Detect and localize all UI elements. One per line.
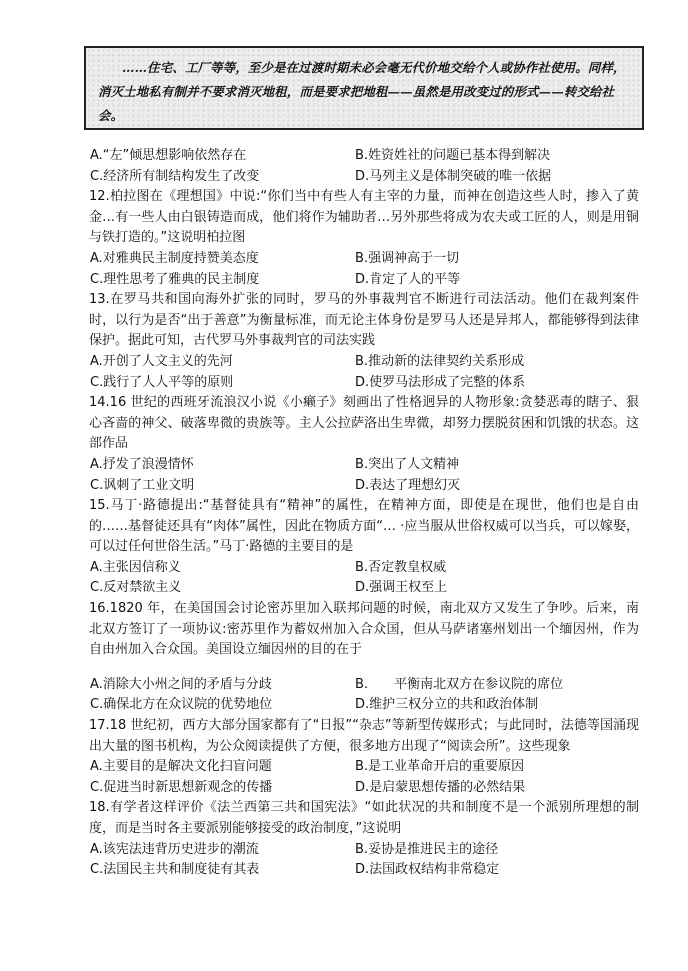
option-c: C.促进当时新思想新观念的传播 xyxy=(90,779,273,795)
question-16 xyxy=(89,599,639,716)
question-12 xyxy=(89,187,639,290)
option-a: A.对雅典民主制度持赞美态度 xyxy=(90,250,259,266)
option-d: D.维护三权分立的共和政治体制 xyxy=(355,697,539,713)
question-17 xyxy=(89,716,639,798)
option-b: B.妥协是推进民主的途径 xyxy=(355,841,499,857)
option-b: B. 平衡南北双方在参议院的席位 xyxy=(355,676,564,692)
question-15 xyxy=(89,496,639,599)
question-stem: 17.18 世纪初，西方大部分国家都有了“日报”“杂志”等新型传媒形式；与此同时，法德等国涌现出大量的图书机构，为公众阅读提供了方便，很多地方出现了“阅读会所”。这些现象 xyxy=(89,718,639,754)
question-stem: 16.1820 年，在美国国会讨论密苏里加入联邦问题的时候，南北双方又发生了争吵。后来，南北双方签订了一项协议:密苏里作为蓄奴州加入合众国，但从马萨诸塞州划出一个缅因州，作为自由州加入合众国。美国设立缅因州的目的在于 xyxy=(89,601,639,658)
option-d: D.强调王权至上 xyxy=(355,580,448,596)
question-stem: 13.在罗马共和国向海外扩张的同时，罗马的外事裁判官不断进行司法活动。他们在裁判案件时，以行为是否“出于善意”为衡量标准，而无论主体身份是罗马人还是异邦人，都能够得到法律保护。据此可知，古代罗马外事裁判官的司法实践 xyxy=(89,292,639,349)
option-b: B.姓资姓社的问题已基本得到解决 xyxy=(355,148,551,163)
option-c: C.法国民主共和制度徒有其表 xyxy=(90,862,260,878)
option-c: C.讽刺了工业文明 xyxy=(90,477,195,493)
option-d: D.马列主义是体制突破的唯一依据 xyxy=(355,168,552,184)
source-excerpt-box xyxy=(84,46,644,130)
option-d: D.法国政权结构非常稳定 xyxy=(355,862,500,878)
question-13 xyxy=(89,290,639,393)
option-a: A.主要目的是解决文化扫盲问题 xyxy=(90,759,272,775)
option-b: B.强调神高于一切 xyxy=(355,250,460,266)
spacer xyxy=(89,661,639,675)
question-stem: 12.柏拉图在《理想国》中说:“你们当中有些人有主宰的力量，而神在创造这些人时，掺入了黄金…有一些人由白银铸造而成，他们将作为辅助者…另外那些将成为农夫或工匠的人，则是用铜与铁打造的。”这说明柏拉图 xyxy=(89,189,639,246)
option-c: C.经济所有制结构发生了改变 xyxy=(90,168,260,184)
option-a: A.开创了人文主义的先河 xyxy=(90,353,233,369)
question-stem: 14.16 世纪的西班牙流浪汉小说《小癞子》刻画出了性格迥异的人物形象:贪婪恶毒的瞎子、狠心吝啬的神父、破落卑微的贵族等。主人公拉萨洛出生卑微，却努力摆脱贫困和饥饿的状态。这部作品 xyxy=(89,395,639,452)
option-a: A.“左”倾思想影响依然存在 xyxy=(90,148,247,163)
option-b: B.否定教皇权威 xyxy=(355,559,447,575)
option-a: A.消除大小州之间的矛盾与分歧 xyxy=(90,676,272,692)
option-c: C.反对禁欲主义 xyxy=(90,580,182,596)
source-excerpt-text: ……住宅、工厂等等，至少是在过渡时期未必会毫无代价地交给个人或协作社使用。同样，消灭土地私有制并不要求消灭地租，而是要求把地租——虽然是用改变过的形式——转交给社会。 xyxy=(98,60,626,123)
question-stem: 15.马丁·路德提出:“基督徒具有“精神”的属性，在精神方面，即使是在现世，他们也是自由的……基督徒还具有“肉体”属性，因此在物质方面“… ·应当服从世俗权威可以当兵，可以嫁娶，可以过任何世俗生活。”马丁·路德的主要目的是 xyxy=(89,498,639,555)
option-a: A.该宪法违背历史进步的潮流 xyxy=(90,841,259,857)
option-c: C.理性思考了雅典的民主制度 xyxy=(90,271,260,287)
question-18 xyxy=(89,798,639,880)
option-b: B.是工业革命开启的重要原因 xyxy=(355,759,525,775)
option-d: D.肯定了人的平等 xyxy=(355,271,461,287)
option-b: B.突出了人文精神 xyxy=(355,456,460,472)
option-a: A.主张因信称义 xyxy=(90,559,181,575)
question-11-options xyxy=(89,146,639,187)
option-a: A.抒发了浪漫情怀 xyxy=(90,456,194,472)
option-d: D.是启蒙思想传播的必然结果 xyxy=(355,779,526,795)
question-list xyxy=(89,146,639,881)
option-d: D.表达了理想幻灭 xyxy=(355,477,461,493)
question-14 xyxy=(89,393,639,496)
option-b: B.推动新的法律契约关系形成 xyxy=(355,353,525,369)
option-d: D.使罗马法形成了完整的体系 xyxy=(355,374,526,390)
option-c: C.确保北方在众议院的优势地位 xyxy=(90,697,273,713)
option-c: C.践行了人人平等的原则 xyxy=(90,374,234,390)
question-stem: 18.有学者这样评价《法兰西第三共和国宪法》“如此状况的共和制度不是一个派别所理想的制度，而是当时各主要派别能够接受的政治制度，”这说明 xyxy=(89,800,639,836)
